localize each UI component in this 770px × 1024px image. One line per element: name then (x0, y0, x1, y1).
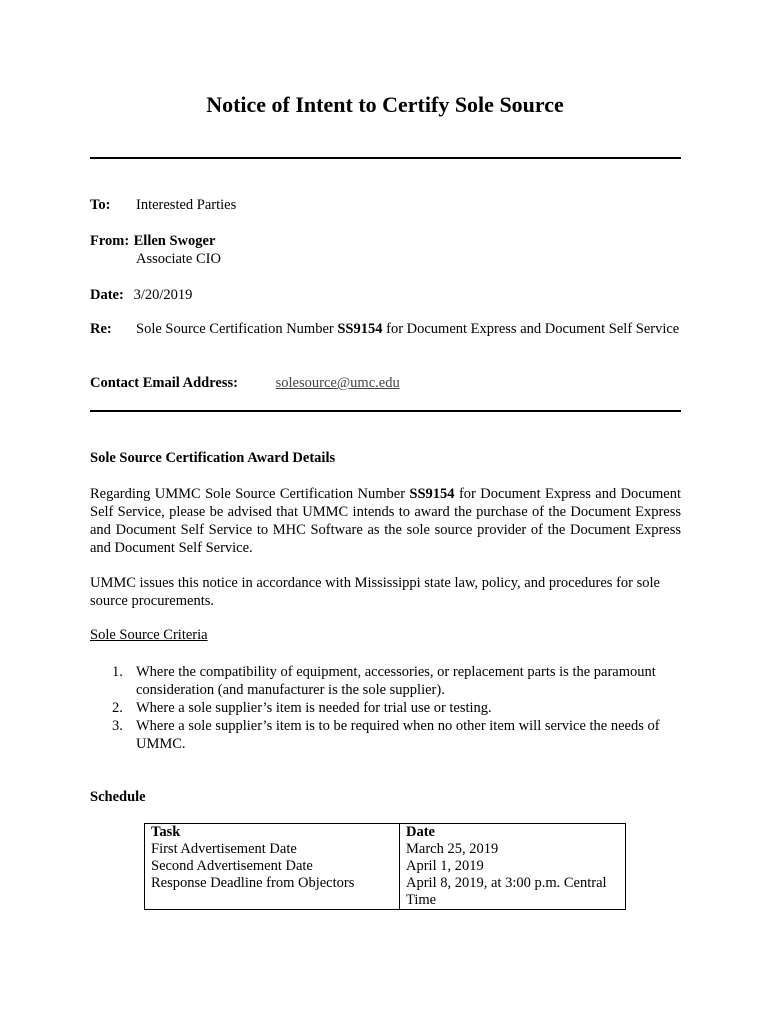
list-number: 3. (112, 718, 123, 734)
schedule-table (144, 823, 626, 910)
top-divider (90, 157, 681, 159)
task-cell: Response Deadline from Objectors (145, 875, 400, 910)
list-text: Where a sole supplier’s item is to be required when no other item will service the needs of UMMC. (136, 718, 660, 752)
date-cell: April 1, 2019 (400, 858, 626, 875)
list-number: 1. (112, 664, 123, 680)
list-number: 2. (112, 700, 123, 716)
criteria-list (90, 663, 681, 753)
re-line (90, 320, 681, 338)
to-label: To: (90, 197, 111, 213)
page-title: Notice of Intent to Certify Sole Source (206, 92, 564, 117)
list-text: Where a sole supplier’s item is needed for trial use or testing. (136, 700, 492, 716)
from-label: From: (90, 233, 130, 249)
from-role: Associate CIO (136, 251, 221, 267)
re-number: SS9154 (337, 321, 383, 337)
schedule-heading: Schedule (90, 789, 146, 805)
date-value: 3/20/2019 (133, 287, 193, 303)
notice-paragraph: UMMC issues this notice in accordance with Mississippi state law, policy, and procedures for sole source procurements. (90, 575, 660, 609)
from-name: Ellen Swoger (133, 233, 216, 249)
date-label: Date: (90, 287, 124, 303)
date-line (90, 286, 192, 304)
award-p1-suffix: for Document Express and Document Self Service, please be advised that UMMC intends to award the purchase of the Document Express and Document Self Service to MHC Software as the sole source provider of the Document Express and Document Self Service. (90, 486, 681, 556)
re-prefix: Sole Source Certification Number (136, 321, 338, 337)
award-heading: Sole Source Certification Award Details (90, 450, 336, 466)
contact-label: Contact Email Address: (90, 375, 238, 391)
list-item (90, 663, 681, 699)
header-task: Task (145, 824, 400, 842)
header-date: Date (400, 824, 626, 842)
list-item (90, 699, 681, 717)
task-cell: Second Advertisement Date (145, 858, 400, 875)
header-divider (90, 410, 681, 412)
criteria-heading: Sole Source Criteria (90, 627, 208, 643)
list-item (90, 717, 681, 753)
from-line (90, 232, 221, 268)
table-header-row (145, 824, 626, 842)
table-row (145, 858, 626, 875)
contact-line (90, 374, 400, 392)
award-paragraph (90, 485, 681, 557)
award-p1-number: SS9154 (409, 486, 455, 502)
re-label: Re: (90, 321, 112, 337)
task-cell: First Advertisement Date (145, 841, 400, 858)
to-line (90, 196, 236, 214)
contact-email-link[interactable]: solesource@umc.edu (275, 375, 400, 391)
table-row (145, 841, 626, 858)
date-cell: March 25, 2019 (400, 841, 626, 858)
date-cell: April 8, 2019, at 3:00 p.m. Central Time (400, 875, 626, 910)
re-suffix: for Document Express and Document Self Service (382, 321, 680, 337)
table-row (145, 875, 626, 910)
to-value: Interested Parties (136, 197, 237, 213)
list-text: Where the compatibility of equipment, accessories, or replacement parts is the paramount consideration (and manufacturer is the sole supplier). (136, 664, 656, 698)
award-p1-prefix: Regarding UMMC Sole Source Certification Number (90, 486, 410, 502)
re-text (90, 320, 681, 338)
